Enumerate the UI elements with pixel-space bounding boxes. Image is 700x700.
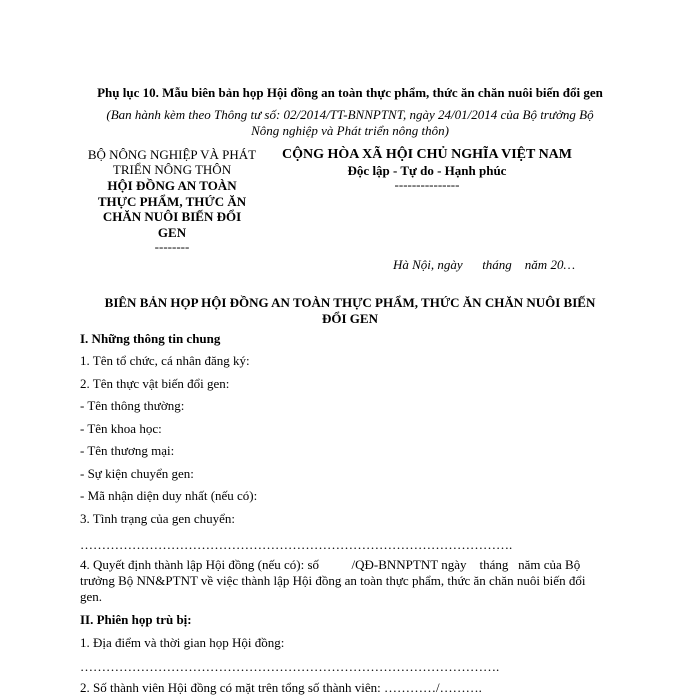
issued-note-line1: (Ban hành kèm theo Thông tư số: 02/2014/TT-BNNPTNT, ngày 24/01/2014 của Bộ trưởng Bộ (106, 107, 594, 122)
ministry-name-line1: BỘ NÔNG NGHIỆP VÀ PHÁT (87, 147, 257, 162)
issued-note-line2: Nông nghiệp và Phát triển nông thôn) (251, 123, 449, 138)
scientific-name-label: - Tên khoa học: (80, 421, 162, 436)
section-1-heading: I. Những thông tin chung (80, 331, 221, 346)
nation-name: CỘNG HÒA XÃ HỘI CHỦ NGHĨA VIỆT NAM (281, 147, 572, 162)
gm-plant-name-label: 2. Tên thực vật biến đổi gen: (80, 376, 230, 391)
national-motto: Độc lập - Tự do - Hạnh phúc (347, 163, 507, 178)
transgene-status-label: 3. Tình trạng của gen chuyển: (80, 511, 235, 526)
right-header-divider: --------------- (394, 177, 460, 192)
place-and-date: Hà Nội, ngày tháng năm 20… (393, 257, 575, 272)
dotted-fill-line-2: ……………………………………………………………………………………. (80, 659, 500, 674)
section-2-heading: II. Phiên họp trù bị: (80, 612, 192, 627)
meeting-place-time-label: 1. Địa điểm và thời gian họp Hội đồng: (80, 635, 285, 650)
ministry-name-line2: TRIỂN NÔNG THÔN (112, 162, 232, 177)
decision-line3: gen. (80, 589, 103, 604)
trade-name-label: - Tên thương mại: (80, 443, 175, 458)
unique-identifier-label: - Mã nhận diện duy nhất (nếu có): (80, 488, 258, 503)
document-title-line1: BIÊN BẢN HỌP HỘI ĐỒNG AN TOÀN THỰC PHẨM, THỨC ĂN CHĂN NUÔI BIẾN (104, 295, 596, 310)
council-name-line3: CHĂN NUÔI BIẾN ĐỔI (102, 209, 242, 224)
member-attendance-label: 2. Số thành viên Hội đồng có mặt trên tổng số thành viên: …………/………. (80, 680, 482, 695)
council-name-line1: HỘI ĐỒNG AN TOÀN (107, 178, 237, 193)
transformation-event-label: - Sự kiện chuyển gen: (80, 466, 194, 481)
document-title-line2: ĐỔI GEN (322, 311, 378, 326)
decision-line1: 4. Quyết định thành lập Hội đồng (nếu có): số /QĐ-BNNPTNT ngày tháng năm của Bộ (80, 557, 581, 572)
council-name-line4: GEN (157, 225, 187, 240)
dotted-fill-line-1: ………………………………………………………………………………………. (80, 537, 513, 552)
registrant-name-label: 1. Tên tổ chức, cá nhân đăng ký: (80, 353, 250, 368)
common-name-label: - Tên thông thường: (80, 398, 185, 413)
appendix-title: Phụ lục 10. Mẫu biên bản họp Hội đồng an toàn thực phẩm, thức ăn chăn nuôi biến đổi gen (97, 85, 603, 100)
decision-line2: trưởng Bộ NN&PTNT về việc thành lập Hội đồng an toàn thực phẩm, thức ăn chăn nuôi biến đổi (80, 573, 586, 588)
council-name-line2: THỰC PHẨM, THỨC ĂN (97, 194, 247, 209)
left-header-divider: -------- (154, 239, 190, 254)
